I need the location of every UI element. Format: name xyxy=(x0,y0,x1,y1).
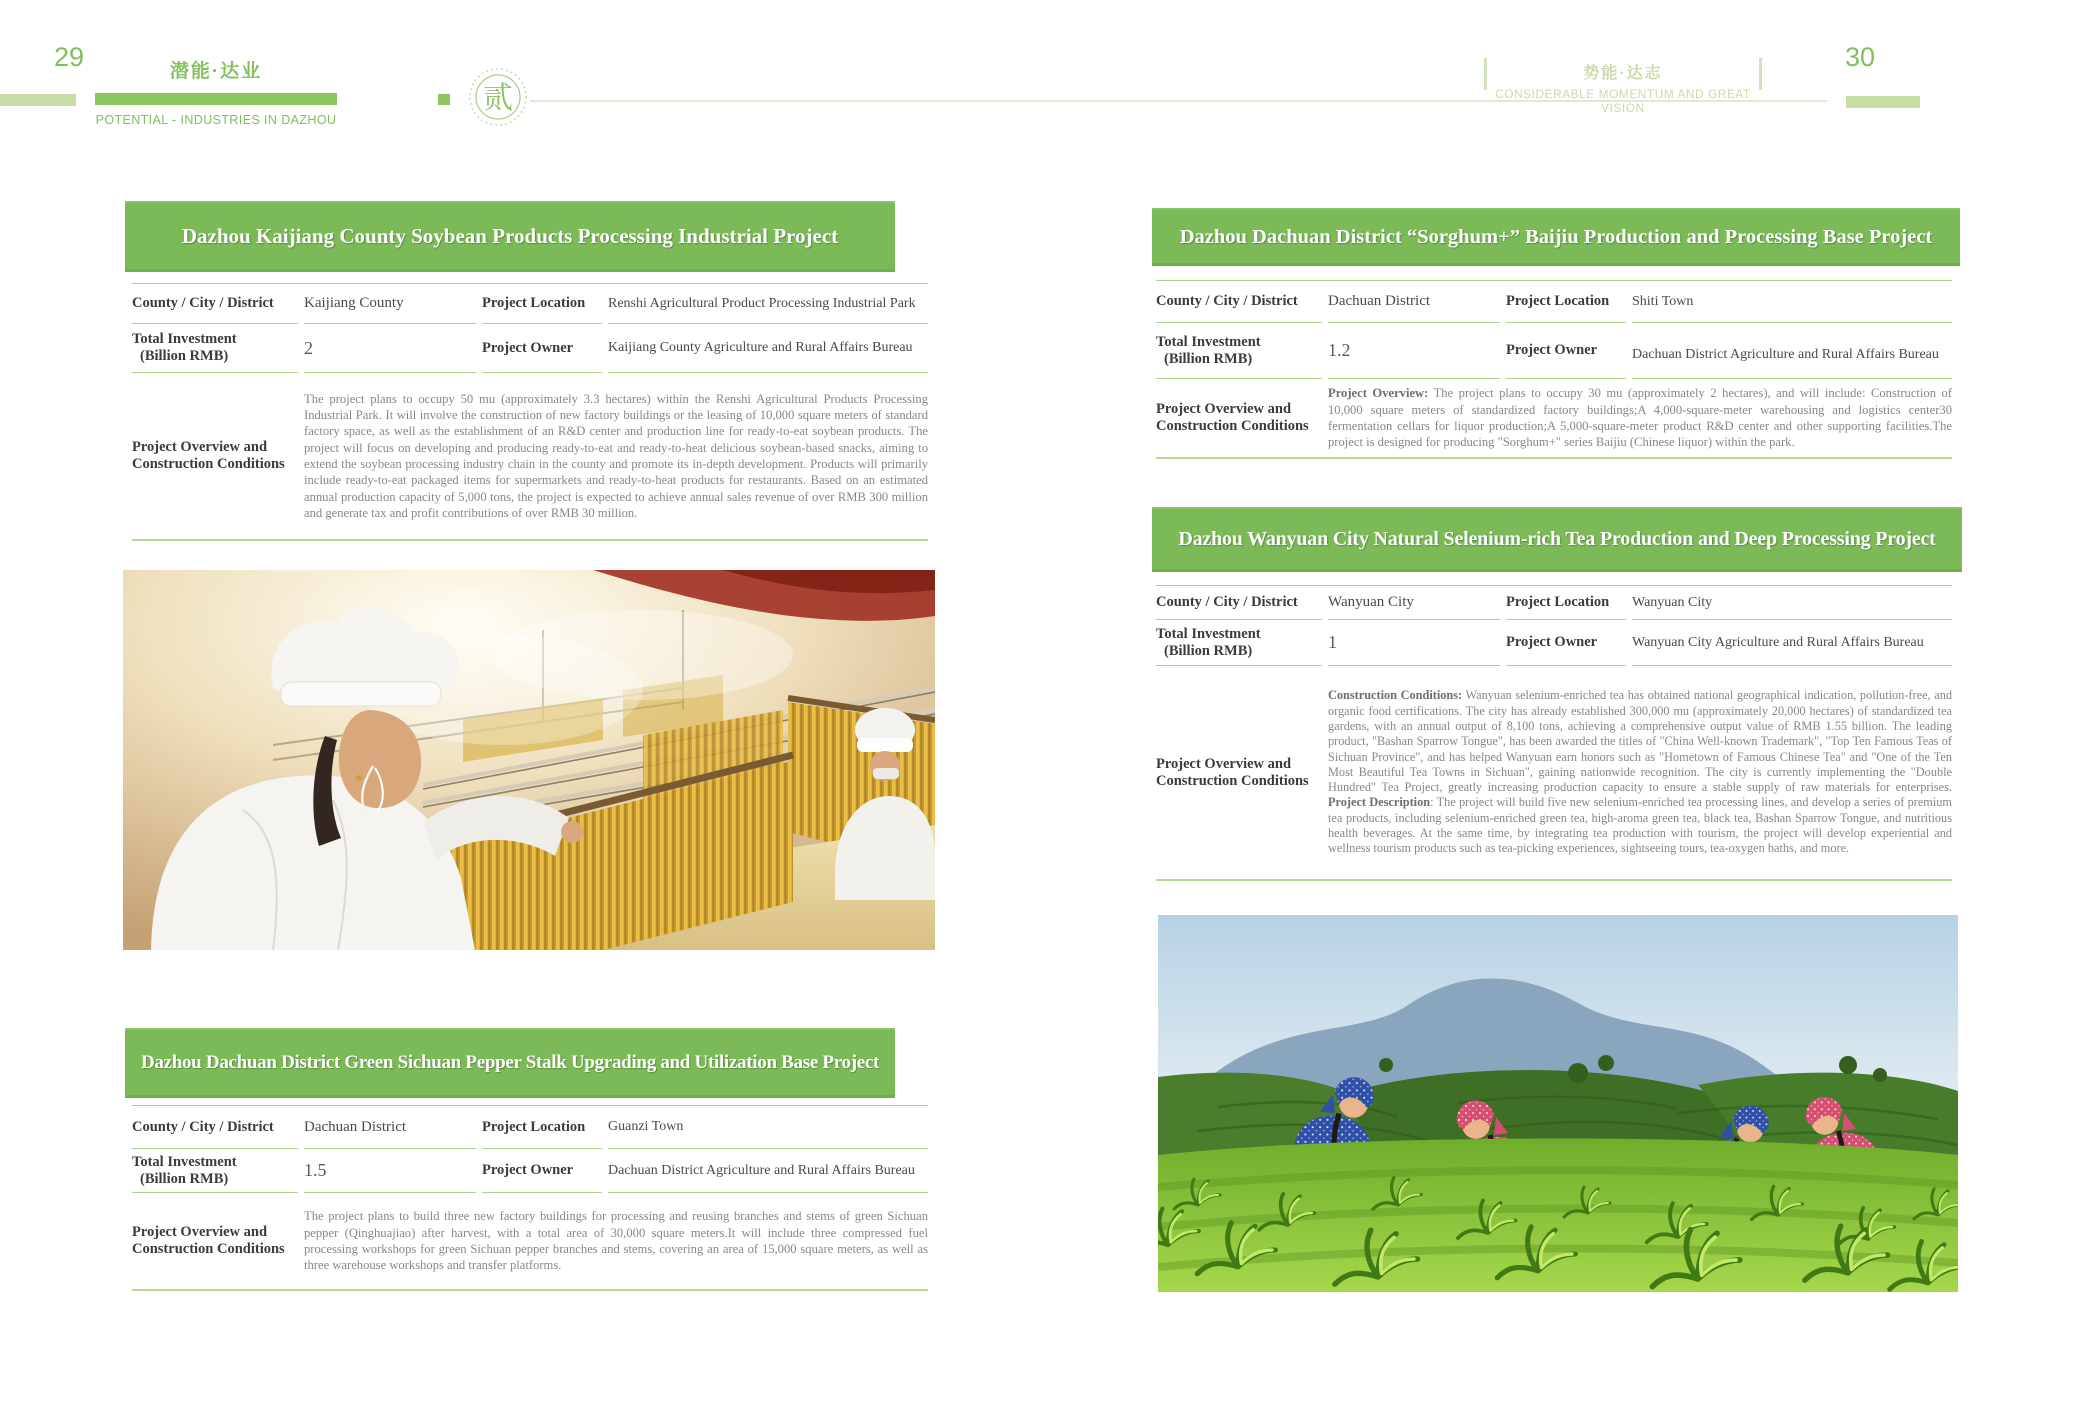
project-title-banner xyxy=(1152,208,1960,266)
field-label-overview: Project Overview and Construction Conditions xyxy=(132,1224,285,1257)
field-label-overview: Project Overview and Construction Conditions xyxy=(1156,755,1309,789)
investment-label-line1: Total Investment xyxy=(1156,625,1261,642)
table-row xyxy=(1156,666,1952,881)
field-label-county: County / City / District xyxy=(132,284,298,324)
field-value-investment: 1 xyxy=(1328,620,1500,666)
project-title-banner xyxy=(125,201,895,272)
investment-label-line2: (Billion RMB) xyxy=(1164,350,1253,367)
svg-text:贰: 贰 xyxy=(483,82,513,115)
soybean-processing-photo xyxy=(123,570,935,950)
field-value-owner: Dachuan District Agriculture and Rural Affairs Bureau xyxy=(608,1149,928,1193)
table-row xyxy=(1156,323,1952,379)
field-label-location: Project Location xyxy=(1506,281,1626,323)
field-label-investment xyxy=(132,324,298,373)
table-row xyxy=(1156,281,1952,323)
chapter-seal-icon xyxy=(465,64,531,130)
chapter-seal xyxy=(465,64,531,130)
field-value-owner: Wanyuan City Agriculture and Rural Affairs Bureau xyxy=(1632,620,1952,666)
section-title-zh-right: 势能·达志 xyxy=(1583,65,1663,82)
field-label-location: Project Location xyxy=(482,1106,602,1149)
table-row xyxy=(132,324,928,373)
field-label-owner: Project Owner xyxy=(482,324,602,373)
field-label-owner: Project Owner xyxy=(482,1149,602,1193)
table-row xyxy=(132,1149,928,1193)
field-label-owner: Project Owner xyxy=(1506,620,1626,666)
field-label-investment xyxy=(1156,620,1322,666)
field-value-owner: Dachuan District Agriculture and Rural Affairs Bureau xyxy=(1632,323,1952,379)
table-row xyxy=(1156,620,1952,666)
field-label-county: County / City / District xyxy=(1156,586,1322,620)
field-label-location: Project Location xyxy=(482,284,602,324)
field-value-location: Guanzi Town xyxy=(608,1106,928,1149)
project-title: Dazhou Dachuan District “Sorghum+” Baijiu Production and Processing Base Project xyxy=(1179,225,1933,248)
investment-label-line1: Total Investment xyxy=(1156,333,1261,350)
field-label-county: County / City / District xyxy=(132,1106,298,1149)
header-divider-left xyxy=(1484,58,1487,90)
field-label-overview: Project Overview and Construction Conditions xyxy=(132,439,285,472)
field-label-owner: Project Owner xyxy=(1506,323,1626,379)
table-row xyxy=(132,1106,928,1149)
project-info-table xyxy=(1156,585,1952,881)
project-info-table xyxy=(132,1105,928,1291)
project-title: Dazhou Dachuan District Green Sichuan Pepper Stalk Upgrading and Utilization Base Project xyxy=(140,1052,880,1073)
project-title-banner xyxy=(1152,507,1962,572)
investment-label-line1: Total Investment xyxy=(132,1153,237,1170)
section-title-zh-left: 潜能·达业 xyxy=(169,61,263,82)
section-title-en-left: POTENTIAL - INDUSTRIES IN DAZHOU xyxy=(95,113,337,127)
table-row xyxy=(132,373,928,541)
project-overview-text: The project plans to occupy 50 mu (approximately 3.3 hectares) within the Renshi Agricultural Products Processing Industrial Park. It will involve the construction of new factory buildings or the leasing of 10,000 square meters of standard factory space, as well as the establishment of an R&D center and production line for ready-to-eat soybean products. The project will focus on developing and producing ready-to-eat and ready-to-heat delicious soybean-based snacks, aiming to extend the soybean processing industry chain in the county and promote its in-depth development. Products will primarily include ready-to-eat packaged items for supermarkets and ready-to-heat products for restaurants. Based on an estimated annual production capacity of 5,000 tons, the project is expected to achieve annual sales revenue of over RMB 300 million and generate tax and profit contributions of over RMB 30 million. xyxy=(304,391,928,520)
project-overview-text: The project plans to build three new factory buildings for processing and reusing branches and stems of green Sichuan pepper (Qinghuajiao) after harvest, with a total area of 30,000 square meters.It will include three compressed fuel processing workshops for green Sichuan pepper branches and stems, covering an area of 15,000 square meters, as well as three warehouse workshops and transfer platforms. xyxy=(304,1209,928,1273)
project-overview-text: Construction Conditions: Wanyuan selenium-enriched tea has obtained national geographical indication, pollution-free, and organic food certifications. The city has already established 300,000 mu (approximately 20,000 hectares) of standardized tea gardens, with an annual output of 8,100 tons, achieving a comprehensive output value of RMB 1.55 billion. The leading product, "Bashan Sparrow Tongue", has been awarded the titles of "China Well-known Trademark", "Top Ten Famous Teas of Sichuan Province", and has helped Wanyuan earn honors such as "Hometown of Famous Chinese Tea" and "One of the Ten Most Beautiful Tea Towns in Sichuan", gaining nationwide recognition. The city is currently implementing the "Double Hundred" Tea Project, greatly increasing production capacity to ensure a stable supply of raw materials for enterprises. Project Description: The project will build five new selenium-enriched tea processing lines, and develop a series of premium tea products, including selenium-enriched green tea, high-aroma green tea, black tea, Bashan Sparrow Tongue, and nutritious health beverages. At the same time, by integrating tea production with tourism, the project will develop experiential and wellness tourism products such as tea-picking experiences, sightseeing tours, tea-oxygen baths, and more. xyxy=(1328,688,1952,856)
project-overview-text: Project Overview: The project plans to occupy 30 mu (approximately 2 hectares), and will include: Construction of 10,000 square meters of standardized factory buildings;A 4,000-square-meter warehousing and logistics center30 fermentation cellars for liquor production;A 5,000-square-meter product R&D center and other supporting facilities.The project is designed for producing "Sorghum+" series Baijiu (Chinese liquor) within the park. xyxy=(1328,386,1952,450)
field-value-county: Dachuan District xyxy=(1328,281,1500,323)
field-value-location: Renshi Agricultural Product Processing Industrial Park xyxy=(608,284,928,324)
page-number-right: 30 xyxy=(1845,42,1876,72)
investment-label-line2: (Billion RMB) xyxy=(140,348,229,364)
tea-picking-photo xyxy=(1158,915,1958,1292)
field-label-location: Project Location xyxy=(1506,586,1626,620)
field-value-investment: 2 xyxy=(304,324,476,373)
investment-label-line1: Total Investment xyxy=(132,331,237,347)
section-header-left xyxy=(95,56,337,127)
field-label-investment xyxy=(1156,323,1322,379)
page-edge-bar-right xyxy=(1846,96,1920,108)
project-title: Dazhou Kaijiang County Soybean Products Processing Industrial Project xyxy=(181,224,839,248)
table-row xyxy=(1156,586,1952,620)
project-info-table xyxy=(1156,280,1952,459)
table-row xyxy=(1156,379,1952,459)
page-edge-bar-left xyxy=(0,94,76,106)
investment-label-line2: (Billion RMB) xyxy=(140,1170,229,1187)
section-title-en-right: CONSIDERABLE MOMENTUM AND GREAT VISION xyxy=(1495,87,1751,115)
section-header-right xyxy=(1490,60,1756,115)
table-row xyxy=(132,1193,928,1291)
section-underline-bar xyxy=(95,93,337,105)
field-value-location: Wanyuan City xyxy=(1632,586,1952,620)
field-value-investment: 1.2 xyxy=(1328,323,1500,379)
field-value-investment: 1.5 xyxy=(304,1149,476,1193)
project-title: Dazhou Wanyuan City Natural Selenium-rich Tea Production and Deep Processing Project xyxy=(1178,528,1936,550)
project-info-table xyxy=(132,283,928,541)
header-divider-right xyxy=(1759,58,1762,90)
field-value-county: Kaijiang County xyxy=(304,284,476,324)
project-title-banner xyxy=(125,1028,895,1098)
field-label-county: County / City / District xyxy=(1156,281,1322,323)
page-number-left: 29 xyxy=(54,42,85,72)
investment-label-line2: (Billion RMB) xyxy=(1164,642,1253,659)
field-value-county: Dachuan District xyxy=(304,1106,476,1149)
field-label-investment xyxy=(132,1149,298,1193)
field-value-county: Wanyuan City xyxy=(1328,586,1500,620)
field-value-owner: Kaijiang County Agriculture and Rural Affairs Bureau xyxy=(608,324,928,373)
seal-accent-square xyxy=(438,94,450,105)
table-row xyxy=(132,284,928,324)
field-value-location: Shiti Town xyxy=(1632,281,1952,323)
field-label-overview: Project Overview and Construction Conditions xyxy=(1156,401,1309,434)
